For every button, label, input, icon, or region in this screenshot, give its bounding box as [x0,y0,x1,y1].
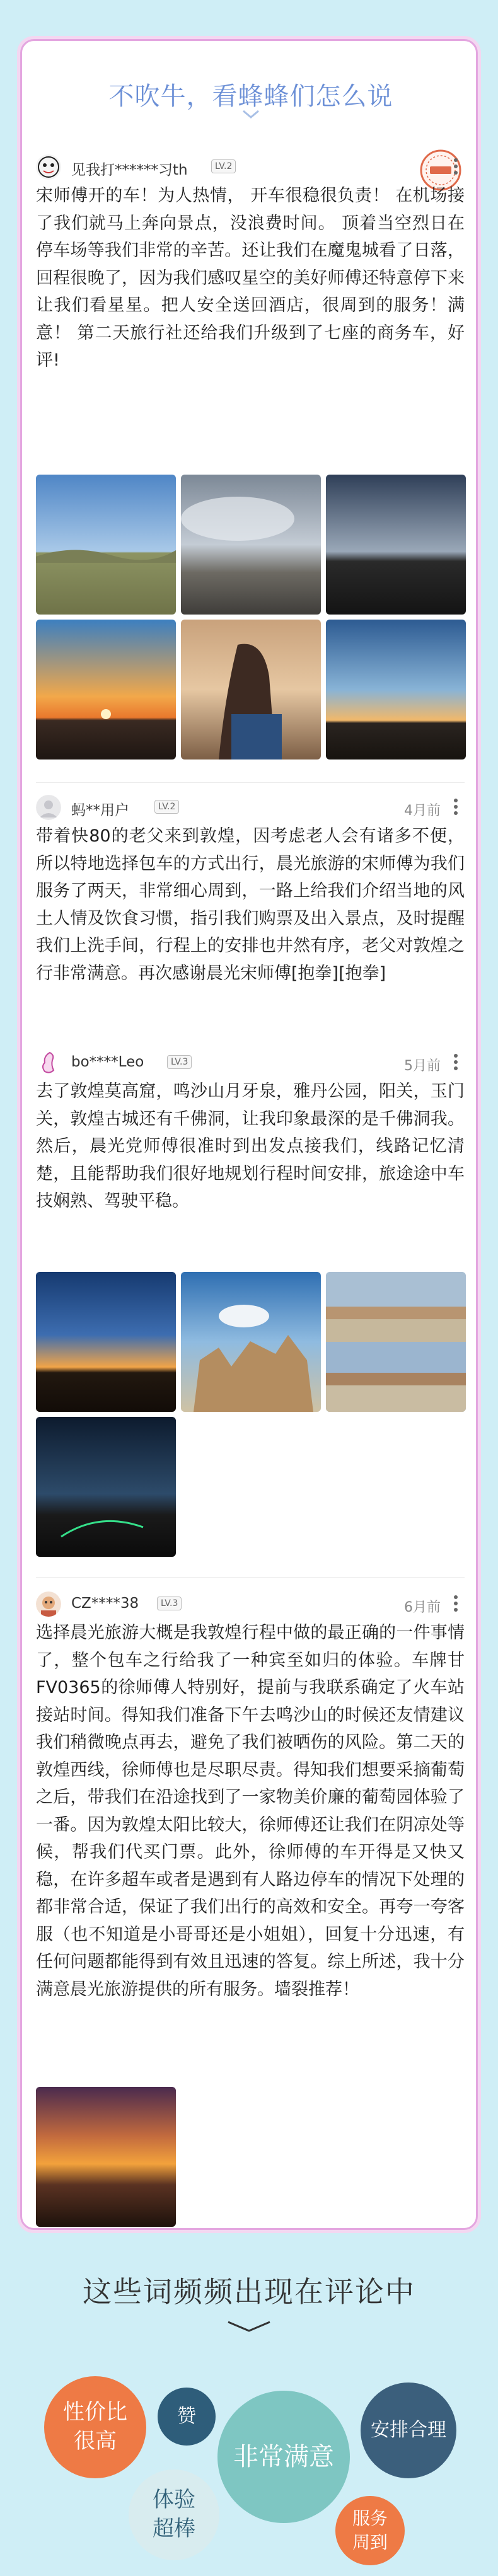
keyword-bubble[interactable]: 非常满意 [217,2391,350,2523]
review-photo[interactable] [36,1417,176,1557]
review-text: 带着快80的老父来到敦煌，因考虑老人会有诸多不便，所以特地选择包车的方式出行，晨光旅游的宋师傅为我们服务了两天，非常细心周到，一路上给我们介绍当地的风土人情及饮食习惯，指引我们购票及出入景点，及时提醒我们上洗手间，行程上的安排也井然有序，老父对敦煌之行非常满意。再次感谢晨光宋师傅[抱拳][抱拳] [36,826,465,983]
review-date: 5月前 [404,1058,441,1074]
user-name[interactable]: 见我打******习th [71,162,188,178]
level-badge: LV.3 [167,1055,192,1069]
chevron-down-icon [241,109,260,119]
more-options-icon[interactable] [449,1051,462,1074]
avatar[interactable] [36,154,61,180]
divider [36,782,465,783]
level-badge: LV.2 [154,800,179,814]
review-photo[interactable] [36,620,176,760]
review-photo[interactable] [181,475,321,615]
review-photo[interactable] [36,475,176,615]
user-name[interactable]: 蚂**用户 [71,802,129,819]
review-photo[interactable] [36,1272,176,1412]
keyword-bubble[interactable]: 体验 超棒 [129,2469,219,2560]
review-date: 6月前 [404,1600,441,1615]
chevron-down-icon [226,2319,272,2333]
more-options-icon[interactable] [449,156,462,178]
user-name[interactable]: bo****Leo [71,1054,144,1070]
keyword-bubble[interactable]: 性价比 很高 [44,2376,146,2478]
avatar[interactable] [36,1050,61,1075]
divider [36,1577,465,1578]
more-options-icon[interactable] [449,1593,462,1615]
level-badge: LV.3 [157,1597,182,1610]
review-text: 去了敦煌莫高窟，鸣沙山月牙泉，雅丹公园，阳关，玉门关，敦煌古城还有千佛洞，让我印象最深的是千佛洞我。然后，晨光党师傅很准时到出发点接我们，线路记忆清楚，且能帮助我们很好地规划行程时间安排，旅途途中车技娴熟、驾驶平稳。 [36,1082,465,1211]
review-photo[interactable] [326,475,466,615]
keyword-bubble[interactable]: 安排合理 [361,2383,456,2478]
avatar[interactable] [36,795,61,820]
reviews-card-title: 不吹牛，看蜂蜂们怎么说 [108,82,393,111]
more-options-icon[interactable] [449,796,462,819]
review-photo[interactable] [326,620,466,760]
keyword-bubble[interactable]: 赞 [158,2388,216,2446]
review-photo[interactable] [326,1272,466,1412]
review-photo[interactable] [181,620,321,760]
review-text: 选择晨光旅游大概是我敦煌行程中做的最正确的一件事情了，整个包车之行给我了一种宾至如归的体验。车牌甘FV0365的徐师傅人特别好，提前与我联系确定了火车站接站时间。得知我们准备下午去鸣沙山的时候还友情建议我们稍微晚点再去，避免了我们被晒伤的风险。第二天的敦煌西线，徐师傅也是尽职尽责。得知我们想要采摘葡萄之后，带我们在沿途找到了一家物美价廉的葡萄园体验了一番。因为敦煌太阳比较大，徐师傅还让我们在阴凉处等候，帮我们代买门票。此外，徐师傅的车开得是又快又稳，在许多超车或者是遇到有人路边停车的情况下处理的都非常合适，保证了我们出行的高效和安全。再夸一夸客服（也不知道是小哥哥还是小姐姐），回复十分迅速，有任何问题都能得到有效且迅速的答复。综上所述，我十分满意晨光旅游提供的所有服务。墙裂推荐！ [36,1623,465,1999]
review-text: 宋师傅开的车！为人热情， 开车很稳很负责！ 在机场接了我们就马上奔向景点，没浪费时间。 顶着当空烈日在停车场等我们非常的辛苦。还让我们在魔鬼城看了日落，回程很晚了，因为我们感叹星空的美好师傅还特意停下来让我们看星星。把人安全送回酒店，很周到的服务！满意！ 第二天旅行社还给我们升级到了七座的商务车，好评! [36,186,465,370]
avatar[interactable] [36,1591,61,1617]
user-name[interactable]: CZ****38 [71,1595,139,1612]
review-photo[interactable] [181,1272,321,1412]
keyword-bubble[interactable]: 服务 周到 [335,2496,405,2565]
review-date: 4月前 [404,803,441,819]
word-cloud-title: 这些词频频出现在评论中 [83,2275,415,2309]
review-photo[interactable] [36,2087,176,2227]
level-badge: LV.2 [211,159,236,173]
reviews-card [20,39,478,2230]
